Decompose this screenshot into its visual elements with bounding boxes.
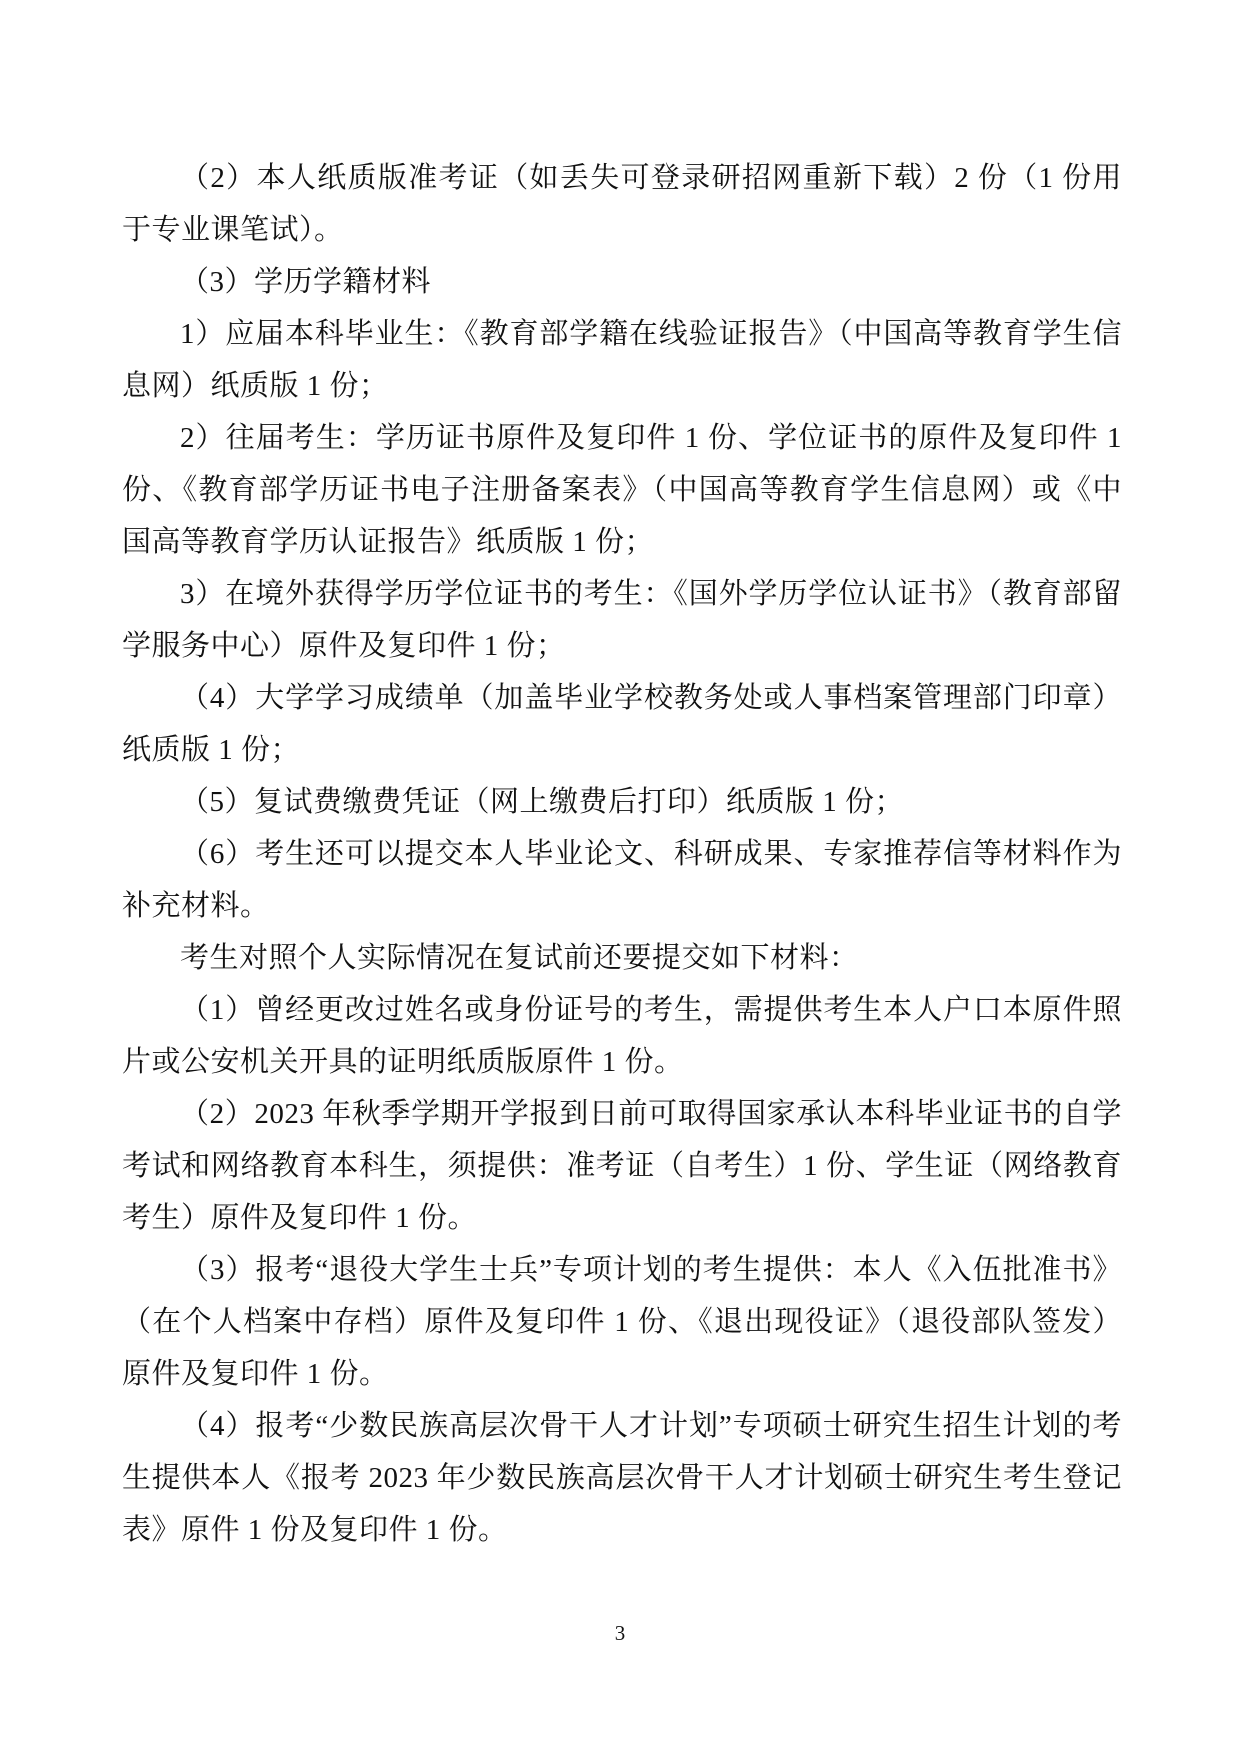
paragraph: （1）曾经更改过姓名或身份证号的考生，需提供考生本人户口本原件照片或公安机关开具的证明纸质版原件 1 份。 xyxy=(122,994,1122,1078)
paragraph: （2）本人纸质版准考证（如丢失可登录研招网重新下载）2 份（1 份用于专业课笔试）。 xyxy=(122,162,1122,246)
paragraph: （3）报考“退役大学生士兵”专项计划的考生提供：本人《入伍批准书》（在个人档案中存档）原件及复印件 1 份、《退出现役证》（退役部队签发）原件及复印件 1 份。 xyxy=(122,1254,1122,1390)
paragraph: 1）应届本科毕业生：《教育部学籍在线验证报告》（中国高等教育学生信息网）纸质版 1 份； xyxy=(122,318,1122,402)
paragraph: （5）复试费缴费凭证（网上缴费后打印）纸质版 1 份； xyxy=(180,786,905,818)
paragraph: （4）大学学习成绩单（加盖毕业学校教务处或人事档案管理部门印章）纸质版 1 份； xyxy=(122,682,1122,766)
paragraph: 考生对照个人实际情况在复试前还要提交如下材料： xyxy=(180,942,859,974)
paragraph: （4）报考“少数民族高层次骨干人才计划”专项硕士研究生招生计划的考生提供本人《报考 2023 年少数民族高层次骨干人才计划硕士研究生考生登记表》原件 1 份及复印件 1 份。 xyxy=(122,1410,1122,1546)
paragraph: （3）学历学籍材料 xyxy=(180,266,432,298)
paragraph: 3）在境外获得学历学位证书的考生：《国外学历学位认证书》（教育部留学服务中心）原件及复印件 1 份； xyxy=(122,578,1122,662)
paragraph: （6）考生还可以提交本人毕业论文、科研成果、专家推荐信等材料作为补充材料。 xyxy=(122,838,1122,922)
page-number: 3 xyxy=(614,1621,626,1645)
page-footer xyxy=(0,1618,1240,1648)
paragraph: 2）往届考生：学历证书原件及复印件 1 份、学位证书的原件及复印件 1 份、《教育部学历证书电子注册备案表》（中国高等教育学生信息网）或《中国高等教育学历认证报告》纸质版 1 份； xyxy=(122,422,1122,558)
document-body xyxy=(122,152,1122,1556)
paragraph: （2）2023 年秋季学期开学报到日前可取得国家承认本科毕业证书的自学考试和网络教育本科生，须提供：准考证（自考生）1 份、学生证（网络教育考生）原件及复印件 1 份。 xyxy=(122,1098,1122,1234)
